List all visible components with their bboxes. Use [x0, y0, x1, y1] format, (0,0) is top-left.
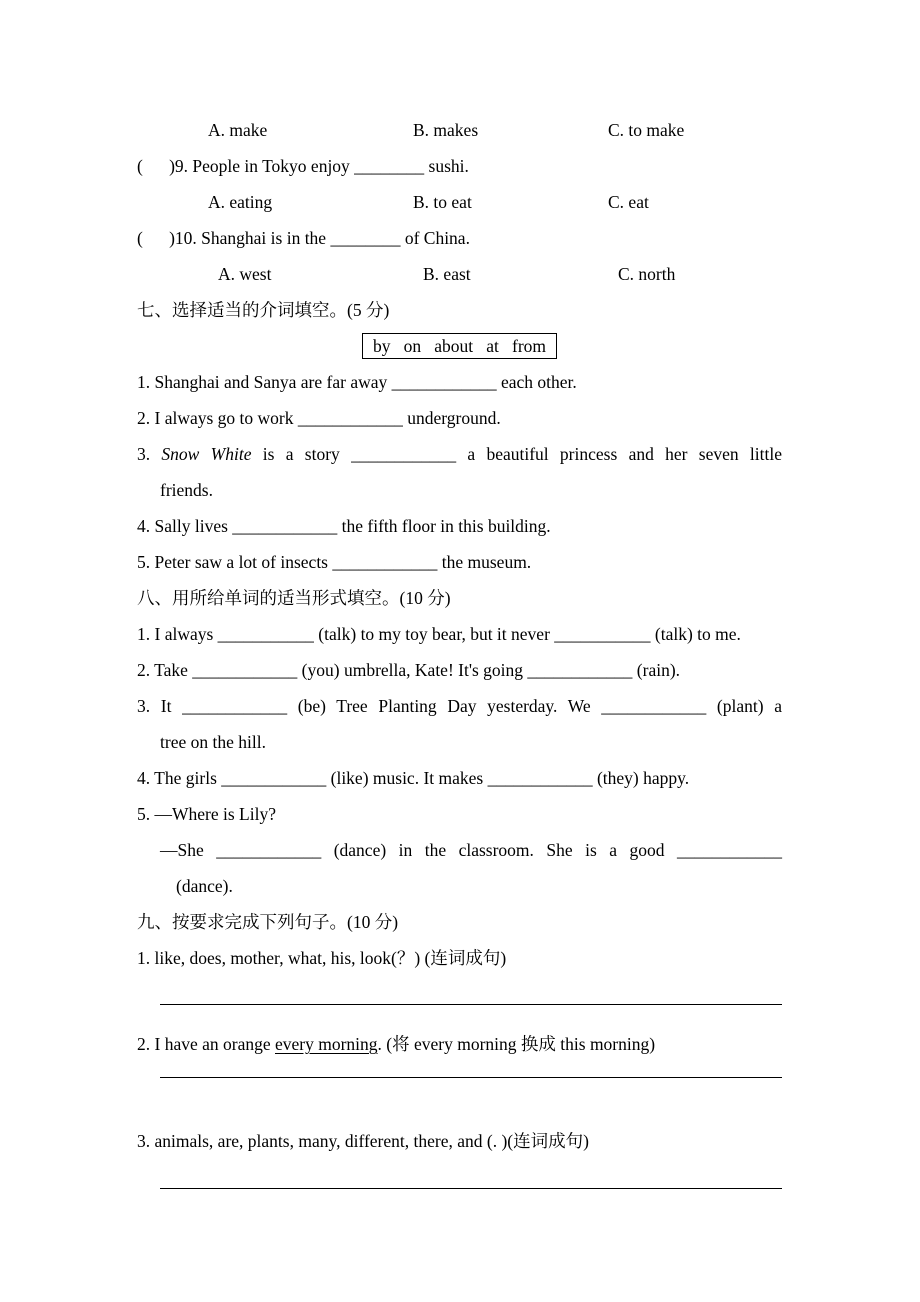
word-bank-row: [137, 328, 782, 364]
story-title-italic: Snow White: [161, 444, 252, 464]
item-text: . (将 every morning 换成 this morning): [377, 1034, 656, 1054]
option-b: B. east: [423, 264, 471, 284]
word-bank-box: by on about at from: [362, 333, 557, 359]
section8-item-2: 2. Take ____________ (you) umbrella, Kate! It's going ____________ (rain).: [137, 660, 681, 680]
section7-item-1: 1. Shanghai and Sanya are far away ____________ each other.: [137, 372, 577, 392]
section9-item-3: 3. animals, are, plants, many, different, there, and (. )(连词成句): [137, 1131, 589, 1151]
option-c: C. eat: [608, 192, 649, 212]
section7-item-3: [137, 436, 782, 472]
mcq-q9-options: [137, 184, 782, 220]
section7-item-3-continuation: friends.: [160, 480, 213, 500]
section8-item-5-answer-continuation: (dance).: [176, 876, 233, 896]
section9-heading: 九、按要求完成下列句子。(10 分): [137, 912, 399, 932]
section8-item-5-question: 5. —Where is Lily?: [137, 804, 276, 824]
mcq-q10-options: [137, 256, 782, 292]
option-c: C. to make: [608, 120, 685, 140]
option-a: A. make: [208, 120, 268, 140]
item-text: 2. I have an orange: [137, 1034, 275, 1054]
answer-line: [160, 1077, 782, 1078]
section8-item-3-continuation: tree on the hill.: [160, 732, 266, 752]
section7-item-5: 5. Peter saw a lot of insects ____________ the museum.: [137, 552, 532, 572]
section9-item-1: 1. like, does, mother, what, his, look(？) (连词成句): [137, 948, 507, 968]
section8-item-5-answer: —She ____________ (dance) in the classroom. She is a good ____________: [160, 840, 782, 860]
option-a: A. west: [218, 264, 272, 284]
section7-heading: 七、选择适当的介词填空。(5 分): [137, 300, 390, 320]
mcq-q8-options: [137, 112, 782, 148]
mcq-question-9: ( )9. People in Tokyo enjoy ________ sushi.: [137, 156, 469, 176]
section8-item-1: 1. I always ___________ (talk) to my toy bear, but it never ___________ (talk) to me.: [137, 624, 741, 644]
mcq-question-10: ( )10. Shanghai is in the ________ of China.: [137, 228, 470, 248]
section8-heading: 八、用所给单词的适当形式填空。(10 分): [137, 588, 451, 608]
option-b: B. makes: [413, 120, 479, 140]
item-number: 3.: [137, 444, 162, 464]
item-text: is a story ____________ a beautiful princess and her seven little: [251, 444, 782, 464]
option-c: C. north: [618, 264, 676, 284]
answer-line: [160, 1004, 782, 1005]
section8-item-3: 3. It ____________ (be) Tree Planting Day yesterday. We ____________ (plant) a: [137, 696, 782, 716]
option-a: A. eating: [208, 192, 273, 212]
section7-item-4: 4. Sally lives ____________ the fifth floor in this building.: [137, 516, 551, 536]
option-b: B. to eat: [413, 192, 472, 212]
section8-item-4: 4. The girls ____________ (like) music. It makes ____________ (they) happy.: [137, 768, 690, 788]
underlined-phrase: every morning: [275, 1034, 378, 1054]
section9-item-2: [137, 1026, 782, 1062]
section7-item-2: 2. I always go to work ____________ underground.: [137, 408, 501, 428]
answer-line: [160, 1188, 782, 1189]
